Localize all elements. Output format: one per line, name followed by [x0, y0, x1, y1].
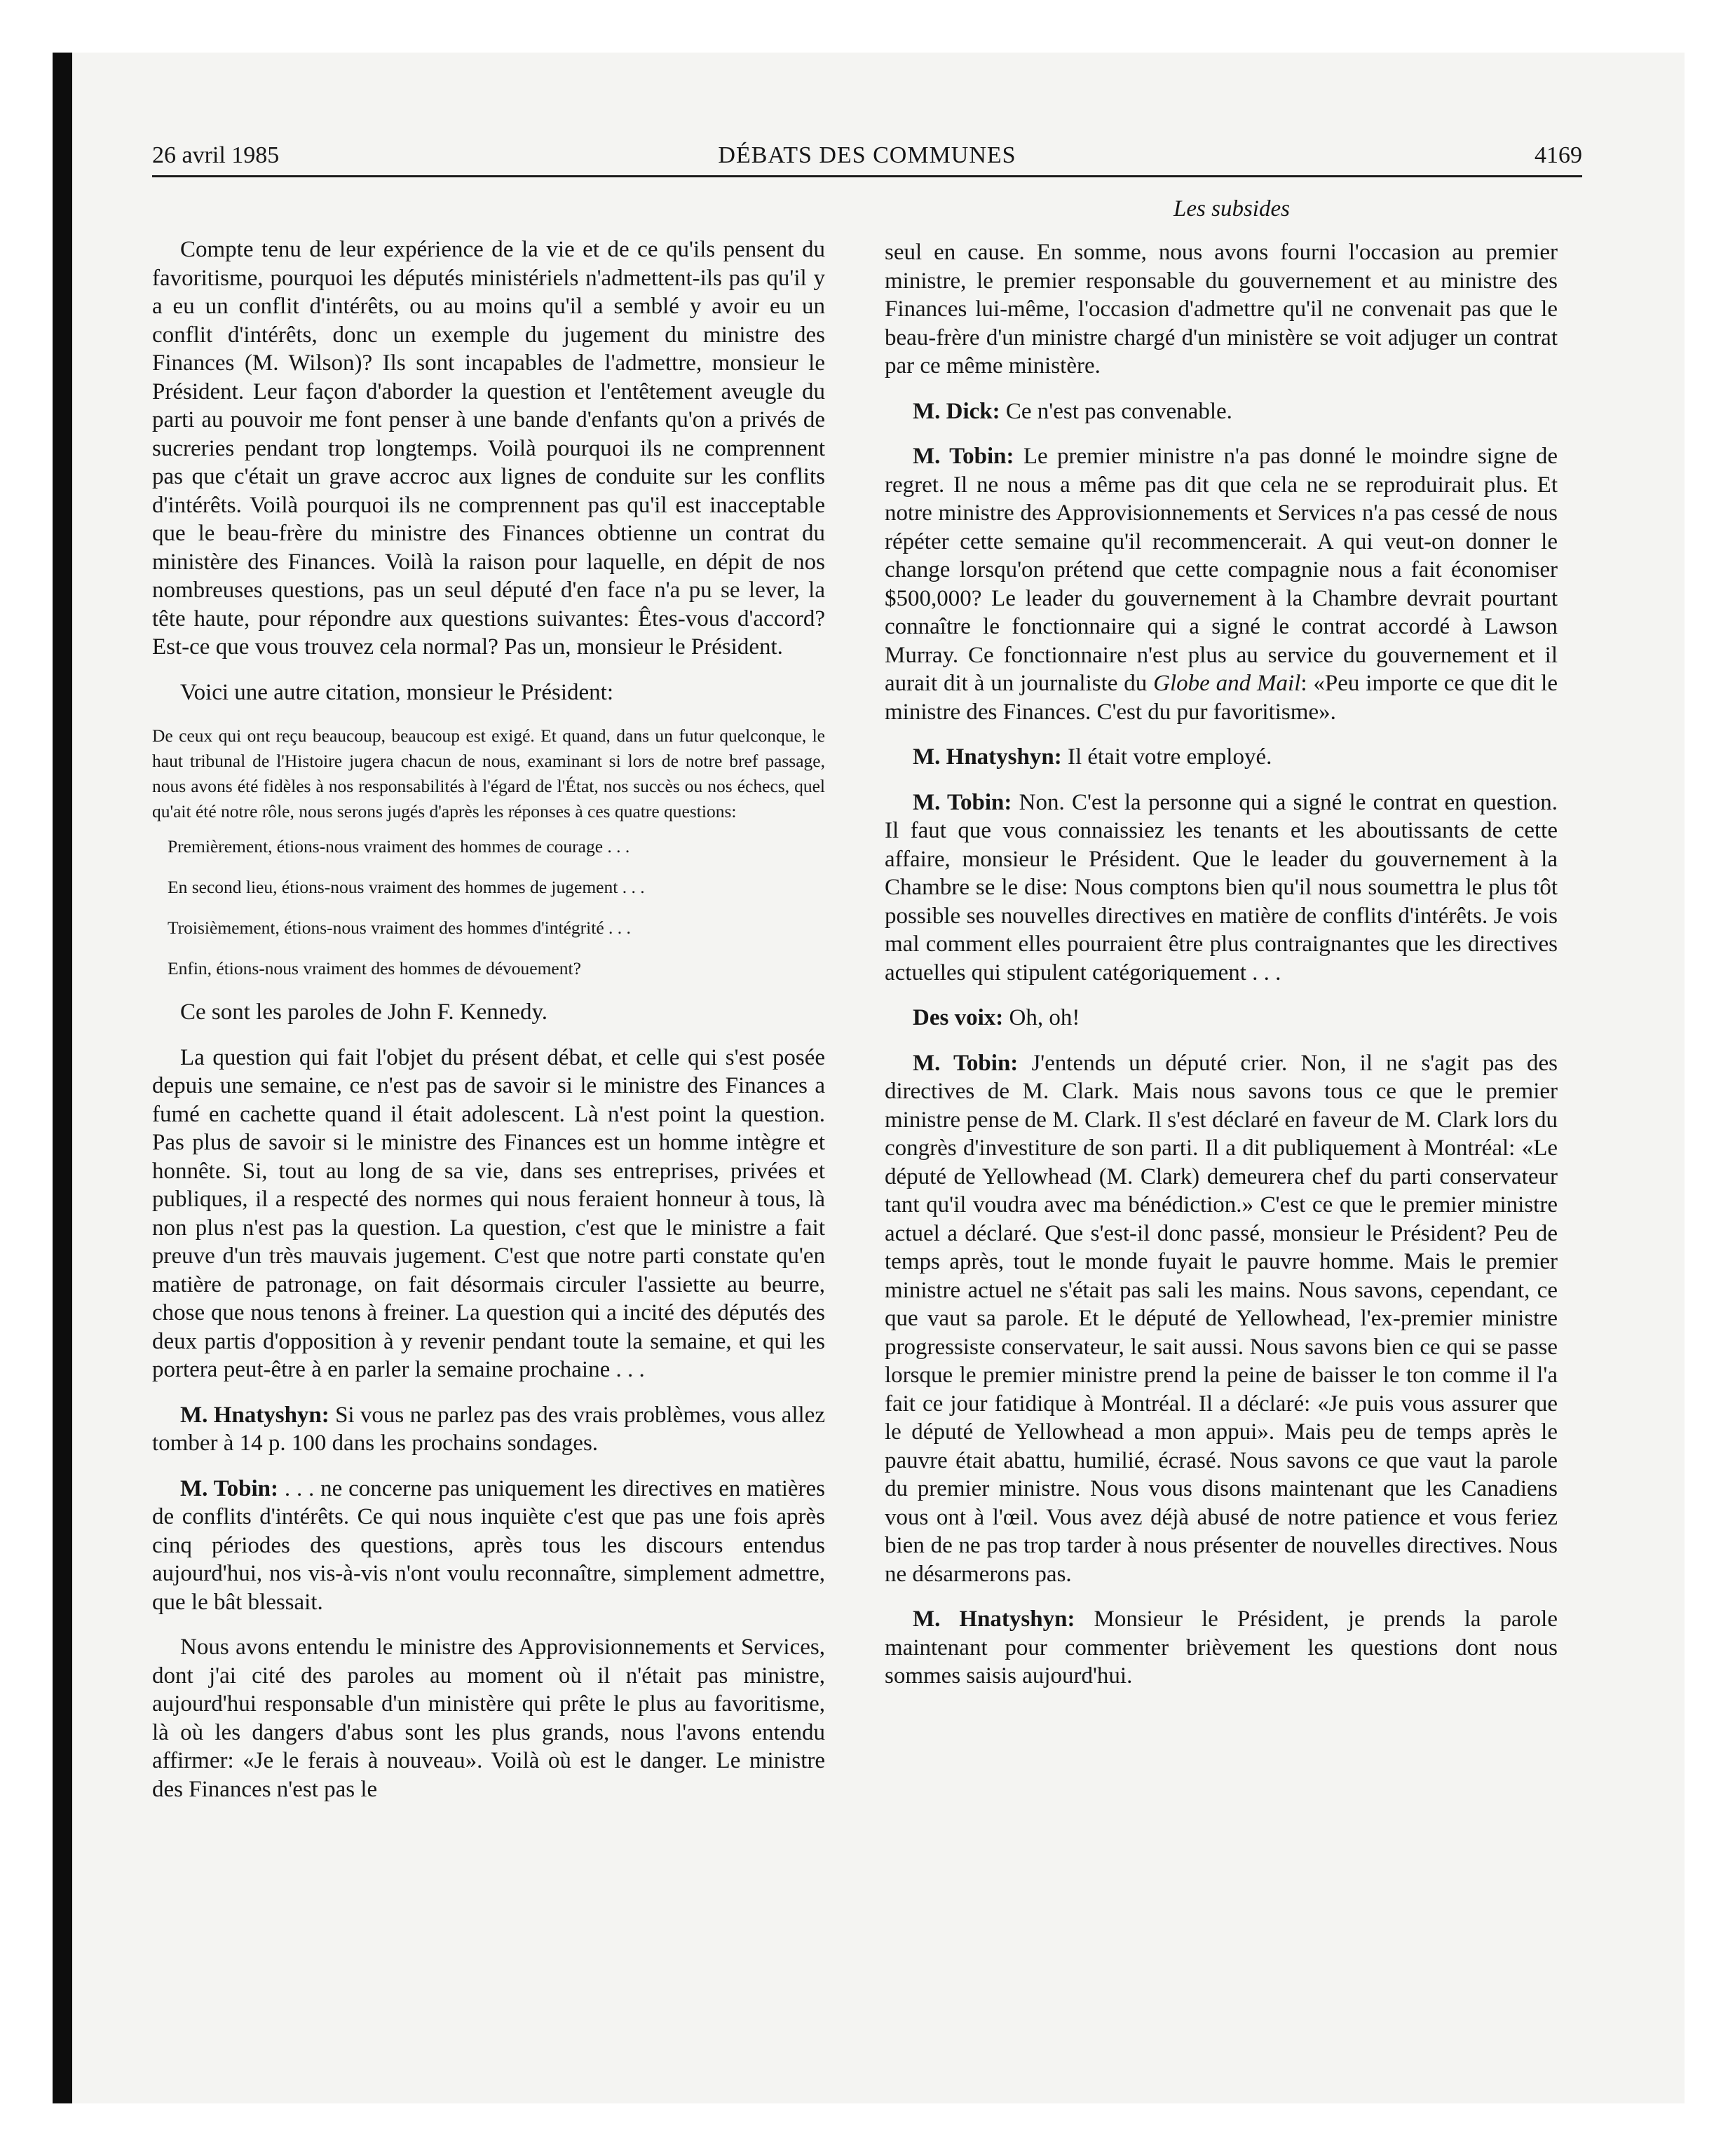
speaker-name: M. Hnatyshyn:: [180, 1402, 329, 1428]
speech: [152, 1475, 825, 1617]
speech-text: : «Peu importe ce que dit le ministre des Finances. C'est du pur favoritisme».: [885, 671, 1558, 725]
header-date: 26 avril 1985: [152, 142, 280, 168]
quote-line: Premièrement, étions-nous vraiment des hommes de courage . . .: [168, 836, 630, 857]
paragraph: La question qui fait l'objet du présent débat, et celle qui s'est posée depuis une semaine, ce n'est pas de savoir si le ministre des Finances a fumé en cachette quand il était adolescent. Là n'est point la question. Pas plus de savoir si le ministre des Finances est un homme intègre et honnête. Si, tout au long de sa vie, dans ses entreprises, privées et publiques, il a respecté des normes qui nous feraient honneur à tous, là non plus n'est pas la question. La question, c'est que le ministre a fait preuve d'un très mauvais jugement. C'est que notre parti constate qu'en matière de patronage, on fait désormais circuler l'assiette au beurre, chose que nous tenons à freiner. La question qui a incité des députés des deux partis d'opposition à y revenir pendant toute la semaine, et qui les portera peut-être à en parler la semaine prochaine . . .: [152, 1044, 825, 1382]
speaker-name: Des voix:: [913, 1005, 1004, 1030]
speech: [885, 1605, 1558, 1691]
scan-binding-edge: [53, 53, 72, 2103]
page-number: 4169: [1535, 142, 1582, 168]
paragraph: Ce sont les paroles de John F. Kennedy.: [180, 999, 548, 1025]
speech-text: Ce n'est pas convenable.: [1000, 398, 1232, 424]
block-quote: De ceux qui ont reçu beaucoup, beaucoup est exigé. Et quand, dans un futur quelconque, le haut tribunal de l'Histoire jugera chacun de nous, examinant si lors de notre bref passage, nous avons été fidèles à nos responsabilités à l'égard de l'État, nos succès ou nos échecs, quel qu'ait été notre rôle, nous serons jugés d'après les réponses à ces quatre questions:: [152, 725, 825, 821]
running-head: Les subsides: [1173, 196, 1290, 221]
speaker-name: M. Hnatyshyn:: [913, 1606, 1075, 1632]
quote-line: Enfin, étions-nous vraiment des hommes de dévouement?: [168, 958, 581, 978]
speech: [885, 442, 1558, 726]
page-header: [152, 139, 1582, 177]
speech-text: Si vous ne parlez pas des vrais problèmes, vous allez tomber à 14 p. 100 dans les prochains sondages.: [152, 1402, 825, 1456]
speaker-name: M. Tobin:: [913, 1050, 1019, 1076]
speaker-name: M. Hnatyshyn:: [913, 744, 1062, 770]
speech-text: Oh, oh!: [1003, 1005, 1080, 1030]
publication-title: Globe and Mail: [1153, 671, 1301, 696]
quote-line: En second lieu, étions-nous vraiment des hommes de jugement . . .: [168, 877, 645, 897]
speech: [885, 1004, 1558, 1032]
speech-text: Monsieur le Président, je prends la parole maintenant pour commenter brièvement les questions dont nous sommes saisis aujourd'hui.: [885, 1606, 1558, 1688]
speaker-name: M. Tobin:: [913, 789, 1012, 815]
paragraph: Nous avons entendu le ministre des Approvisionnements et Services, dont j'ai cité des paroles au moment où il n'était pas ministre, aujourd'hui responsable d'un ministère qui prête le plus au favoritisme, là où les dangers d'abus sont les plus grands, nous l'avons entendu affirmer: «Je le ferais à nouveau». Voilà où est le danger. Le ministre des Finances n'est pas le: [152, 1635, 825, 1802]
speech-text: Il était votre employé.: [1061, 744, 1272, 770]
speech: [885, 1049, 1558, 1589]
speech-text: Le premier ministre n'a pas donné le moindre signe de regret. Il ne nous a même pas dit que cela ne se reproduirait plus. Et notre ministre des Approvisionnements et Services n'a pas cessé de nous répéter cette semaine qu'il recommencerait. A qui veut-on donner le change lorsqu'on prétend que cette compagnie nous a fait économiser $500,000? Le leader du gouvernement à la Chambre devrait pourtant connaître le fonctionnaire qui a signé le contrat accordé à Lawson Murray. Ce fonctionnaire n'est plus au service du gouvernement et il aurait dit à un journaliste du: [885, 444, 1558, 696]
speech: [152, 1401, 825, 1458]
speech: [885, 397, 1558, 426]
speech: [885, 789, 1558, 988]
speech-text: J'entends un député crier. Non, il ne s'agit pas des directives de M. Clark. Mais nous savons tous ce que le premier ministre pense de M. Clark. Il s'est déclaré en faveur de M. Clark lors du congrès d'investiture de son parti. Il a dit publiquement à Montréal: «Le député de Yellowhead (M. Clark) demeurera chef du parti conservateur tant qu'il voudra avec ma bénédiction.» C'est ce que le premier ministre actuel a déclaré. Que s'est-il donc passé, monsieur le Président? Peu de temps après, tout le monde fuyait le pauvre homme. Mais le premier ministre actuel ne s'était pas sali les mains. Nous savons, cependant, ce que vaut sa parole. Et le député de Yellowhead, l'ex-premier ministre progressiste conservateur, le sait aussi. Nous savons bien ce qui se passe lorsque le premier ministre prend la peine de baisser le ton comme il l'a fait ce jour fatidique à Montréal. Il a déclaré: «Je puis vous assurer que le député de Yellowhead a mon appui». Mais peu de temps après le pauvre était abattu, humilié, écrasé. Nous savons ce que vaut la parole du premier ministre. Nous vous disons maintenant que les Canadiens vous ont à l'œil. Vous avez déjà abusé de notre patience et vous feriez bien de ne pas trop tarder à nous présenter de nouvelles directives. Nous ne désarmerons pas.: [885, 1050, 1558, 1587]
speaker-name: M. Tobin:: [180, 1475, 278, 1501]
paragraph: Compte tenu de leur expérience de la vie et de ce qu'ils pensent du favoritisme, pourquoi les députés ministériels n'admettent-ils pas qu'il y a eu un conflit d'intérêts, ou au moins qu'il a semblé y avoir eu un conflit d'intérêts, donc un exemple du jugement du ministre des Finances (M. Wilson)? Ils sont incapables de l'admettre, monsieur le Président. Leur façon d'aborder la question et l'entêtement aveugle du parti au pouvoir me font penser à une bande d'enfants qu'on a privés de sucreries pendant trop longtemps. Voilà pourquoi ils ne comprennent pas que c'était un grave accroc aux lignes de conduite sur les conflits d'intérêts. Voilà pourquoi ils ne comprennent pas qu'il est inacceptable que le beau-frère du ministre des Finances obtienne un contrat du ministère des Finances. Voilà la raison pour laquelle, en dépit de nos nombreuses questions, pas un seul député d'en face n'a pu se lever, la tête haute, pour répondre aux questions suivantes: Êtes-vous d'accord? Est-ce que vous trouvez cela normal? Pas un, monsieur le Président.: [152, 237, 825, 660]
speech-text: . . . ne concerne pas uniquement les directives en matières de conflits d'intérêts. Ce qui nous inquiète c'est que pas une fois après cinq périodes des questions, après tous les discours entendus aujourd'hui, nos vis-à-vis n'ont voulu reconnaître, simplement admettre, que le bât blessait.: [152, 1475, 825, 1615]
speaker-name: M. Dick:: [913, 398, 1000, 424]
header-title: DÉBATS DES COMMUNES: [718, 142, 1016, 168]
right-column: [885, 238, 1558, 2047]
paragraph: seul en cause. En somme, nous avons fourni l'occasion au premier ministre, le premier responsable du gouvernement et au ministre des Finances lui-même, l'occasion d'admettre qu'il ne convenait pas que le beau-frère d'un ministre chargé d'un ministère se voit adjuger un contrat par ce même ministère.: [885, 240, 1558, 378]
paragraph: Voici une autre citation, monsieur le Président:: [180, 679, 613, 705]
speaker-name: M. Tobin:: [913, 444, 1014, 469]
speech-text: Non. C'est la personne qui a signé le contrat en question. Il faut que vous connaissiez les tenants et les aboutissants de cette affaire, monsieur le Président. Que le leader du gouvernement à la Chambre se le dise: Nous comptons bien qu'il nous soumettra le plus tôt possible ses nouvelles directives en matière de conflits d'intérêts. Je vois mal comment elles pourraient être plus contraignantes que les directives actuelles qui stipulent catégoriquement . . .: [885, 789, 1558, 985]
left-column: [152, 236, 825, 2044]
speech: [885, 743, 1558, 772]
quote-line: Troisièmement, étions-nous vraiment des hommes d'intégrité . . .: [168, 917, 631, 938]
